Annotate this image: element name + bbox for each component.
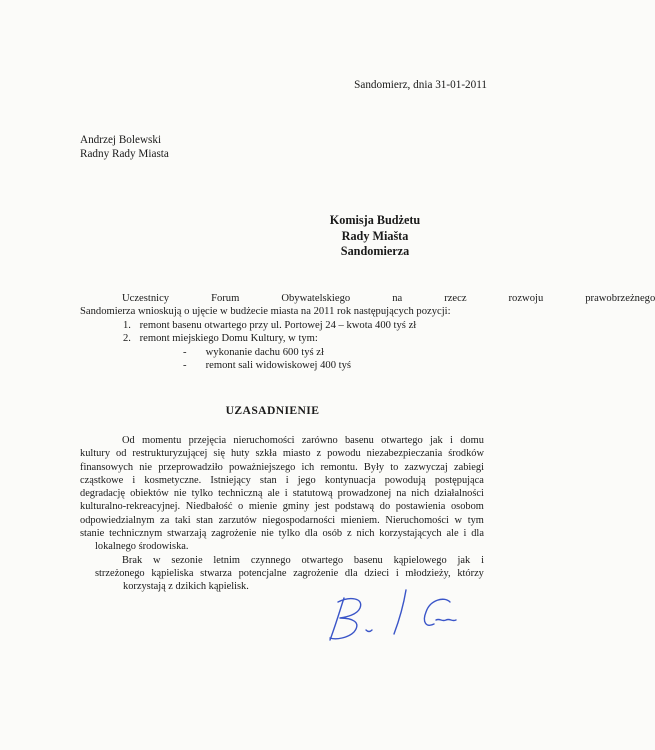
- word: Istniejący: [210, 474, 251, 486]
- word: taki: [175, 514, 191, 526]
- word: Forum: [211, 293, 240, 304]
- word: huty: [230, 448, 250, 460]
- word: kąpielowego: [393, 554, 447, 566]
- word: o: [238, 501, 244, 513]
- word: stan: [259, 474, 277, 486]
- word: rzecz: [444, 293, 467, 304]
- word: Uczestnicy: [122, 293, 170, 304]
- word: nieruchomości: [233, 435, 295, 446]
- word: ale: [267, 488, 280, 500]
- word: nich: [356, 528, 375, 540]
- word: statutową: [292, 488, 333, 500]
- word: za: [160, 514, 170, 526]
- word: basenu: [353, 554, 383, 566]
- word: sezonie: [171, 554, 203, 566]
- word: z: [316, 448, 322, 460]
- justification-line: [80, 434, 484, 447]
- word: tym: [467, 514, 484, 526]
- sender-name: Andrzej Bolewski: [80, 134, 162, 146]
- word: szkła: [255, 448, 277, 460]
- word: i: [395, 567, 399, 579]
- word: jak: [457, 554, 471, 566]
- word: do: [379, 501, 391, 513]
- addressee-line-3: Sandomierza: [340, 244, 410, 258]
- word: Od: [122, 435, 135, 446]
- request-item-number: 2.: [123, 333, 131, 345]
- word: Nieruchomości: [385, 514, 449, 526]
- word: zabiegi: [454, 461, 484, 473]
- word: strzeżonego: [95, 567, 145, 579]
- word: basenu: [344, 435, 374, 446]
- handwritten-signature: [324, 588, 464, 648]
- addressee-line-2: Rady Miašta: [341, 228, 409, 243]
- request-item-text: remont miejskiego Domu Kultury, w tym:: [139, 333, 318, 345]
- word: podstawą: [334, 501, 375, 513]
- justification-line: [80, 487, 484, 500]
- word: kultury: [80, 448, 111, 460]
- word: nie: [261, 528, 274, 540]
- word: ale: [446, 528, 459, 540]
- word: działalności: [434, 488, 484, 500]
- word: cząstkowe: [80, 474, 124, 486]
- addressee-line-1: Komisja Budżetu: [329, 213, 421, 227]
- word: zagrożenie: [211, 528, 257, 540]
- word: kontynuacja: [324, 474, 376, 486]
- word: domu: [460, 435, 484, 446]
- word: nich: [411, 488, 430, 500]
- word: jego: [297, 474, 316, 486]
- word: otwartego: [301, 554, 344, 566]
- word: Brak: [122, 554, 143, 566]
- word: odpowiedzialnym: [80, 514, 155, 526]
- intro-line-1: [80, 292, 655, 305]
- subitem-text: wykonanie dachu 600 tyś zł: [205, 346, 324, 358]
- word: środków: [448, 448, 484, 460]
- justification-line: [80, 514, 484, 527]
- addressee-block: [300, 213, 450, 260]
- word: otwartego: [381, 435, 423, 446]
- word: zarówno: [301, 435, 338, 446]
- signature-strokes: [330, 590, 456, 640]
- word: prowadzonej: [337, 488, 392, 500]
- word: stwarzają: [167, 528, 207, 540]
- word: i: [481, 554, 484, 566]
- word: od: [116, 448, 127, 460]
- word: potencjalne: [238, 567, 287, 579]
- word: i: [284, 488, 288, 500]
- word: prawobrzeżnego: [585, 293, 655, 304]
- word: mieniem.: [340, 514, 380, 526]
- word: tylko: [191, 488, 213, 500]
- word: powodu: [327, 448, 361, 460]
- justification-line: [80, 474, 484, 487]
- word: którzy: [457, 567, 484, 579]
- word: dla: [304, 528, 318, 540]
- word: postępująca: [434, 474, 484, 486]
- signature-stroke: [330, 598, 361, 640]
- word: się: [213, 448, 225, 460]
- justification-line: [80, 461, 484, 474]
- word: w: [454, 514, 463, 526]
- signature-stroke: [424, 599, 456, 625]
- word: w: [153, 554, 161, 566]
- word: powodują: [384, 474, 426, 486]
- intro-section: [80, 292, 655, 372]
- signature-stroke: [394, 590, 406, 634]
- justification-line: [80, 527, 484, 540]
- word: i: [285, 474, 289, 486]
- word: kulturalno-rekreacyjnej.: [80, 501, 181, 513]
- word: osób: [322, 528, 343, 540]
- word: kosmetyczne.: [144, 474, 202, 486]
- word: remontu.: [320, 461, 358, 473]
- justification-line: [80, 447, 484, 460]
- justification-body: [80, 434, 484, 594]
- word: zarzutów: [218, 514, 257, 526]
- word: na: [396, 488, 407, 500]
- word: stan: [196, 514, 213, 526]
- justification-line: korzystają z dzikich kąpielisk.: [123, 581, 249, 593]
- word: letnim: [213, 554, 240, 566]
- subitem-text: remont sali widowiskowej 400 tyś: [205, 360, 352, 372]
- word: i: [463, 528, 467, 540]
- word: młodzieży,: [405, 567, 451, 579]
- justification-line: [80, 554, 484, 567]
- word: korzystających: [379, 528, 442, 540]
- justification-heading: UZASADNIENIE: [225, 404, 320, 417]
- request-item-2: [80, 332, 481, 345]
- request-item-text: remont basenu otwartego przy ul. Portowej 24 – kwota 400 tyś zł: [139, 319, 417, 331]
- word: mienie: [248, 501, 278, 513]
- word: obiektów: [130, 488, 169, 500]
- signature-stroke: [366, 630, 372, 632]
- justification-line: [80, 500, 484, 513]
- sender-role: Radny Rady Miasta: [80, 148, 169, 160]
- subitem-bullet: -: [183, 360, 187, 372]
- word: stwarza: [200, 567, 232, 579]
- word: dla: [344, 567, 358, 579]
- word: tylko: [278, 528, 301, 540]
- word: Obywatelskiego: [281, 293, 351, 304]
- justification-line: lokalnego środowiska.: [95, 541, 189, 553]
- word: z: [347, 528, 352, 540]
- word: restrukturyzującej: [132, 448, 208, 460]
- word: zazwyczaj: [404, 461, 448, 473]
- word: momentu: [142, 435, 182, 446]
- word: poważniejszego: [229, 461, 296, 473]
- word: stanie: [80, 528, 105, 540]
- letter-date: Sandomierz, dnia 31-01-2011: [354, 79, 487, 91]
- word: zagrożenie: [293, 567, 339, 579]
- word: postawienia: [395, 501, 446, 513]
- word: jak: [430, 435, 443, 446]
- word: na: [392, 293, 403, 304]
- word: przejęcia: [188, 435, 227, 446]
- word: technicznym: [109, 528, 163, 540]
- word: czynnego: [250, 554, 291, 566]
- request-list: [80, 319, 481, 373]
- word: ich: [301, 461, 315, 473]
- justification-line: [80, 567, 484, 580]
- word: to: [390, 461, 399, 473]
- word: kąpieliska: [151, 567, 194, 579]
- word: nie: [139, 461, 152, 473]
- request-subitem-1: [80, 346, 481, 359]
- word: miasto: [282, 448, 311, 460]
- request-item-1: [80, 319, 481, 332]
- word: gminy: [282, 501, 310, 513]
- word: niegospodarności: [262, 514, 336, 526]
- word: finansowych: [80, 461, 134, 473]
- word: dla: [471, 528, 484, 540]
- word: Były: [363, 461, 385, 473]
- word: nie: [173, 488, 187, 500]
- word: niezabezpieczania: [366, 448, 443, 460]
- request-item-number: 1.: [123, 319, 131, 331]
- word: rozwoju: [508, 293, 544, 304]
- request-subitem-2: [80, 359, 481, 372]
- subitem-bullet: -: [183, 346, 187, 358]
- word: przeprowadziło: [158, 461, 223, 473]
- word: osobom: [450, 501, 484, 513]
- word: dzieci: [364, 567, 390, 579]
- word: Niedbałość: [185, 501, 233, 513]
- word: i: [450, 435, 453, 446]
- word: techniczną: [218, 488, 263, 500]
- word: i: [132, 474, 136, 486]
- intro-line-2: Sandomierza wnioskują o ujęcie w budżecie miasta na 2011 rok następujących pozycji:: [80, 306, 451, 318]
- word: degradację: [80, 488, 125, 500]
- sender-block: [80, 133, 169, 161]
- word: jest: [314, 501, 330, 513]
